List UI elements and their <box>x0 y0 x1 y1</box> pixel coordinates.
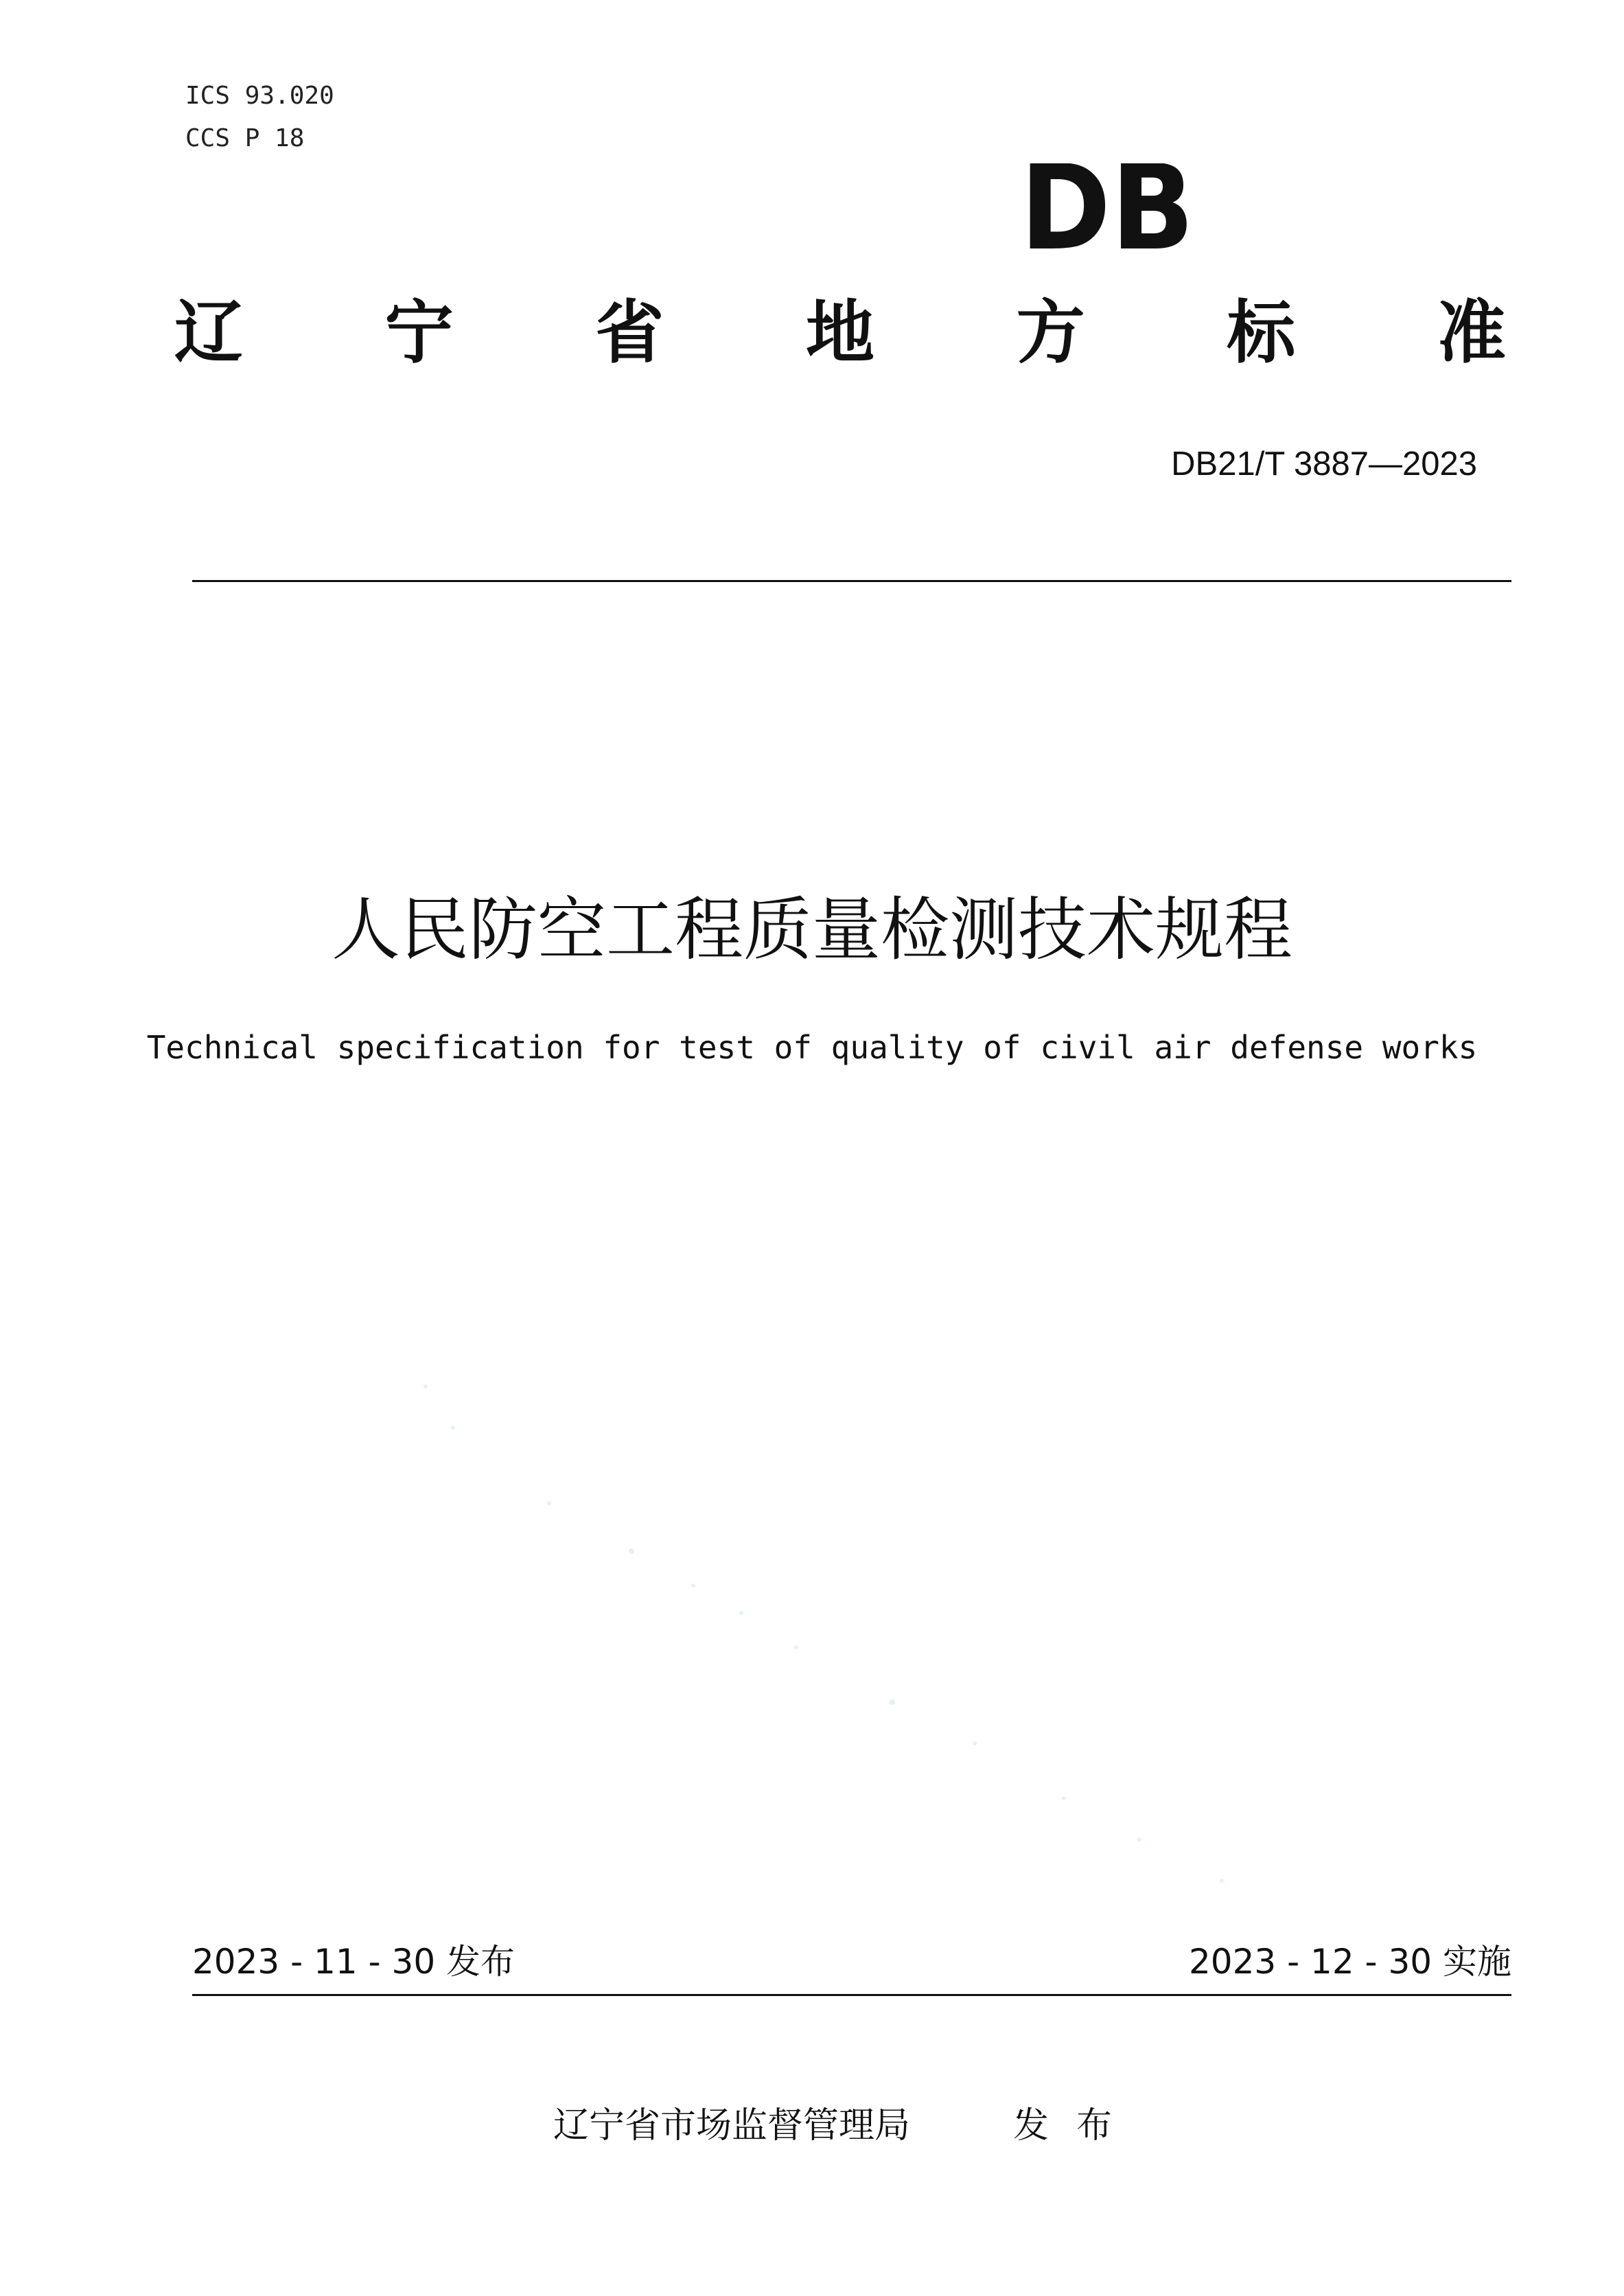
ics-code: ICS 93.020 <box>185 82 334 110</box>
bottom-divider <box>192 1994 1511 1996</box>
publish-action: 发布 <box>1013 2105 1140 2146</box>
category-char: 标 <box>1227 292 1296 373</box>
standard-number: DB21/T 3887—2023 <box>1171 445 1477 483</box>
top-divider <box>192 580 1511 582</box>
title-chinese: 人民防空工程质量检测技术规程 <box>332 890 1292 970</box>
category-char: 省 <box>595 292 664 373</box>
category-char: 宁 <box>384 292 454 373</box>
faint-watermark <box>412 1359 1304 1908</box>
ccs-code: CCS P 18 <box>185 124 305 152</box>
category-char: 方 <box>1016 292 1085 373</box>
publisher-name: 辽宁省市场监督管理局 <box>553 2105 911 2146</box>
issue-date: 2023 - 11 - 30 发布 <box>192 1942 515 1982</box>
category-char: 地 <box>805 292 874 373</box>
implementation-date: 2023 - 12 - 30 实施 <box>1188 1942 1511 1982</box>
category-char: 准 <box>1437 292 1506 373</box>
db-logo <box>1020 163 1194 251</box>
standard-category <box>174 288 1506 378</box>
category-char: 辽 <box>174 292 243 373</box>
title-english: Technical specification for test of quality of civil air defense works <box>146 1029 1478 1066</box>
db-logo-text: DB <box>1020 163 1194 251</box>
